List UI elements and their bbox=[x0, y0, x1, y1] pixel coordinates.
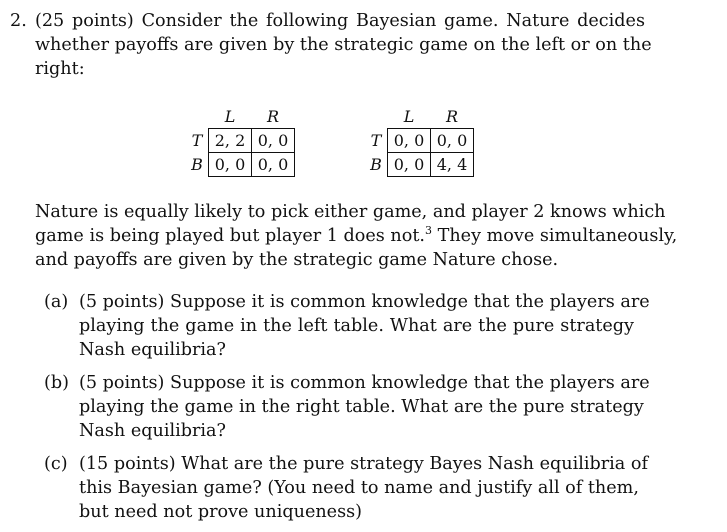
left-payoff-cell: 0, 0 bbox=[252, 129, 295, 153]
problem-number: 2. bbox=[10, 11, 27, 31]
left-payoff-cell: 0, 0 bbox=[252, 153, 295, 177]
problem-line: (25 points) Consider the following Bayesian game. Nature decides bbox=[35, 11, 645, 31]
part-line: playing the game in the right table. What are the pure strategy bbox=[79, 397, 644, 417]
part-line: Nash equilibria? bbox=[79, 421, 226, 441]
part-text bbox=[79, 371, 650, 443]
problem-line: whether payoffs are given by the strategic game on the left or on the bbox=[35, 35, 652, 55]
left-row-label: B bbox=[191, 155, 203, 174]
right-col-label: R bbox=[445, 107, 459, 126]
left-col-label: L bbox=[224, 107, 236, 126]
part-text bbox=[79, 290, 650, 362]
intro-line-end: They move simultaneously, bbox=[432, 226, 678, 246]
right-payoff-cell: 0, 0 bbox=[431, 129, 474, 153]
intro-line: Nature is equally likely to pick either game, and player 2 knows which bbox=[35, 202, 666, 222]
part-label: (b) bbox=[44, 373, 69, 393]
part-line: (5 points) Suppose it is common knowledge that the players are bbox=[79, 292, 650, 312]
intro-line-start: game is being played but player 1 does not. bbox=[35, 226, 426, 246]
right-game-table bbox=[365, 105, 474, 177]
right-payoff-cell: 0, 0 bbox=[388, 129, 431, 153]
right-col-label: L bbox=[403, 107, 415, 126]
part-line: (5 points) Suppose it is common knowledge that the players are bbox=[79, 373, 650, 393]
part-line: playing the game in the left table. What are the pure strategy bbox=[79, 316, 634, 336]
intro-line: and payoffs are given by the strategic game Nature chose. bbox=[35, 250, 559, 270]
problem-line: right: bbox=[35, 59, 85, 79]
right-row-label: B bbox=[370, 155, 382, 174]
part-label: (c) bbox=[44, 454, 68, 474]
left-row-label: T bbox=[191, 131, 203, 150]
part-text bbox=[79, 452, 648, 524]
footnote-marker: 3 bbox=[425, 224, 433, 237]
intro-paragraph bbox=[35, 200, 678, 272]
right-payoff-cell: 0, 0 bbox=[388, 153, 431, 177]
left-payoff-cell: 0, 0 bbox=[209, 153, 252, 177]
intro-line bbox=[35, 224, 678, 248]
part-line: but need not prove uniqueness) bbox=[79, 502, 363, 522]
part-line: Nash equilibria? bbox=[79, 340, 226, 360]
right-row-label: T bbox=[370, 131, 382, 150]
part-line: this Bayesian game? (You need to name and justify all of them, bbox=[79, 478, 639, 498]
left-game-table bbox=[186, 105, 295, 177]
left-payoff-cell: 2, 2 bbox=[209, 129, 252, 153]
left-col-label: R bbox=[266, 107, 280, 126]
problem-text bbox=[35, 9, 652, 81]
part-label: (a) bbox=[44, 292, 69, 312]
part-line: (15 points) What are the pure strategy Bayes Nash equilibria of bbox=[79, 454, 648, 474]
right-payoff-cell: 4, 4 bbox=[431, 153, 474, 177]
